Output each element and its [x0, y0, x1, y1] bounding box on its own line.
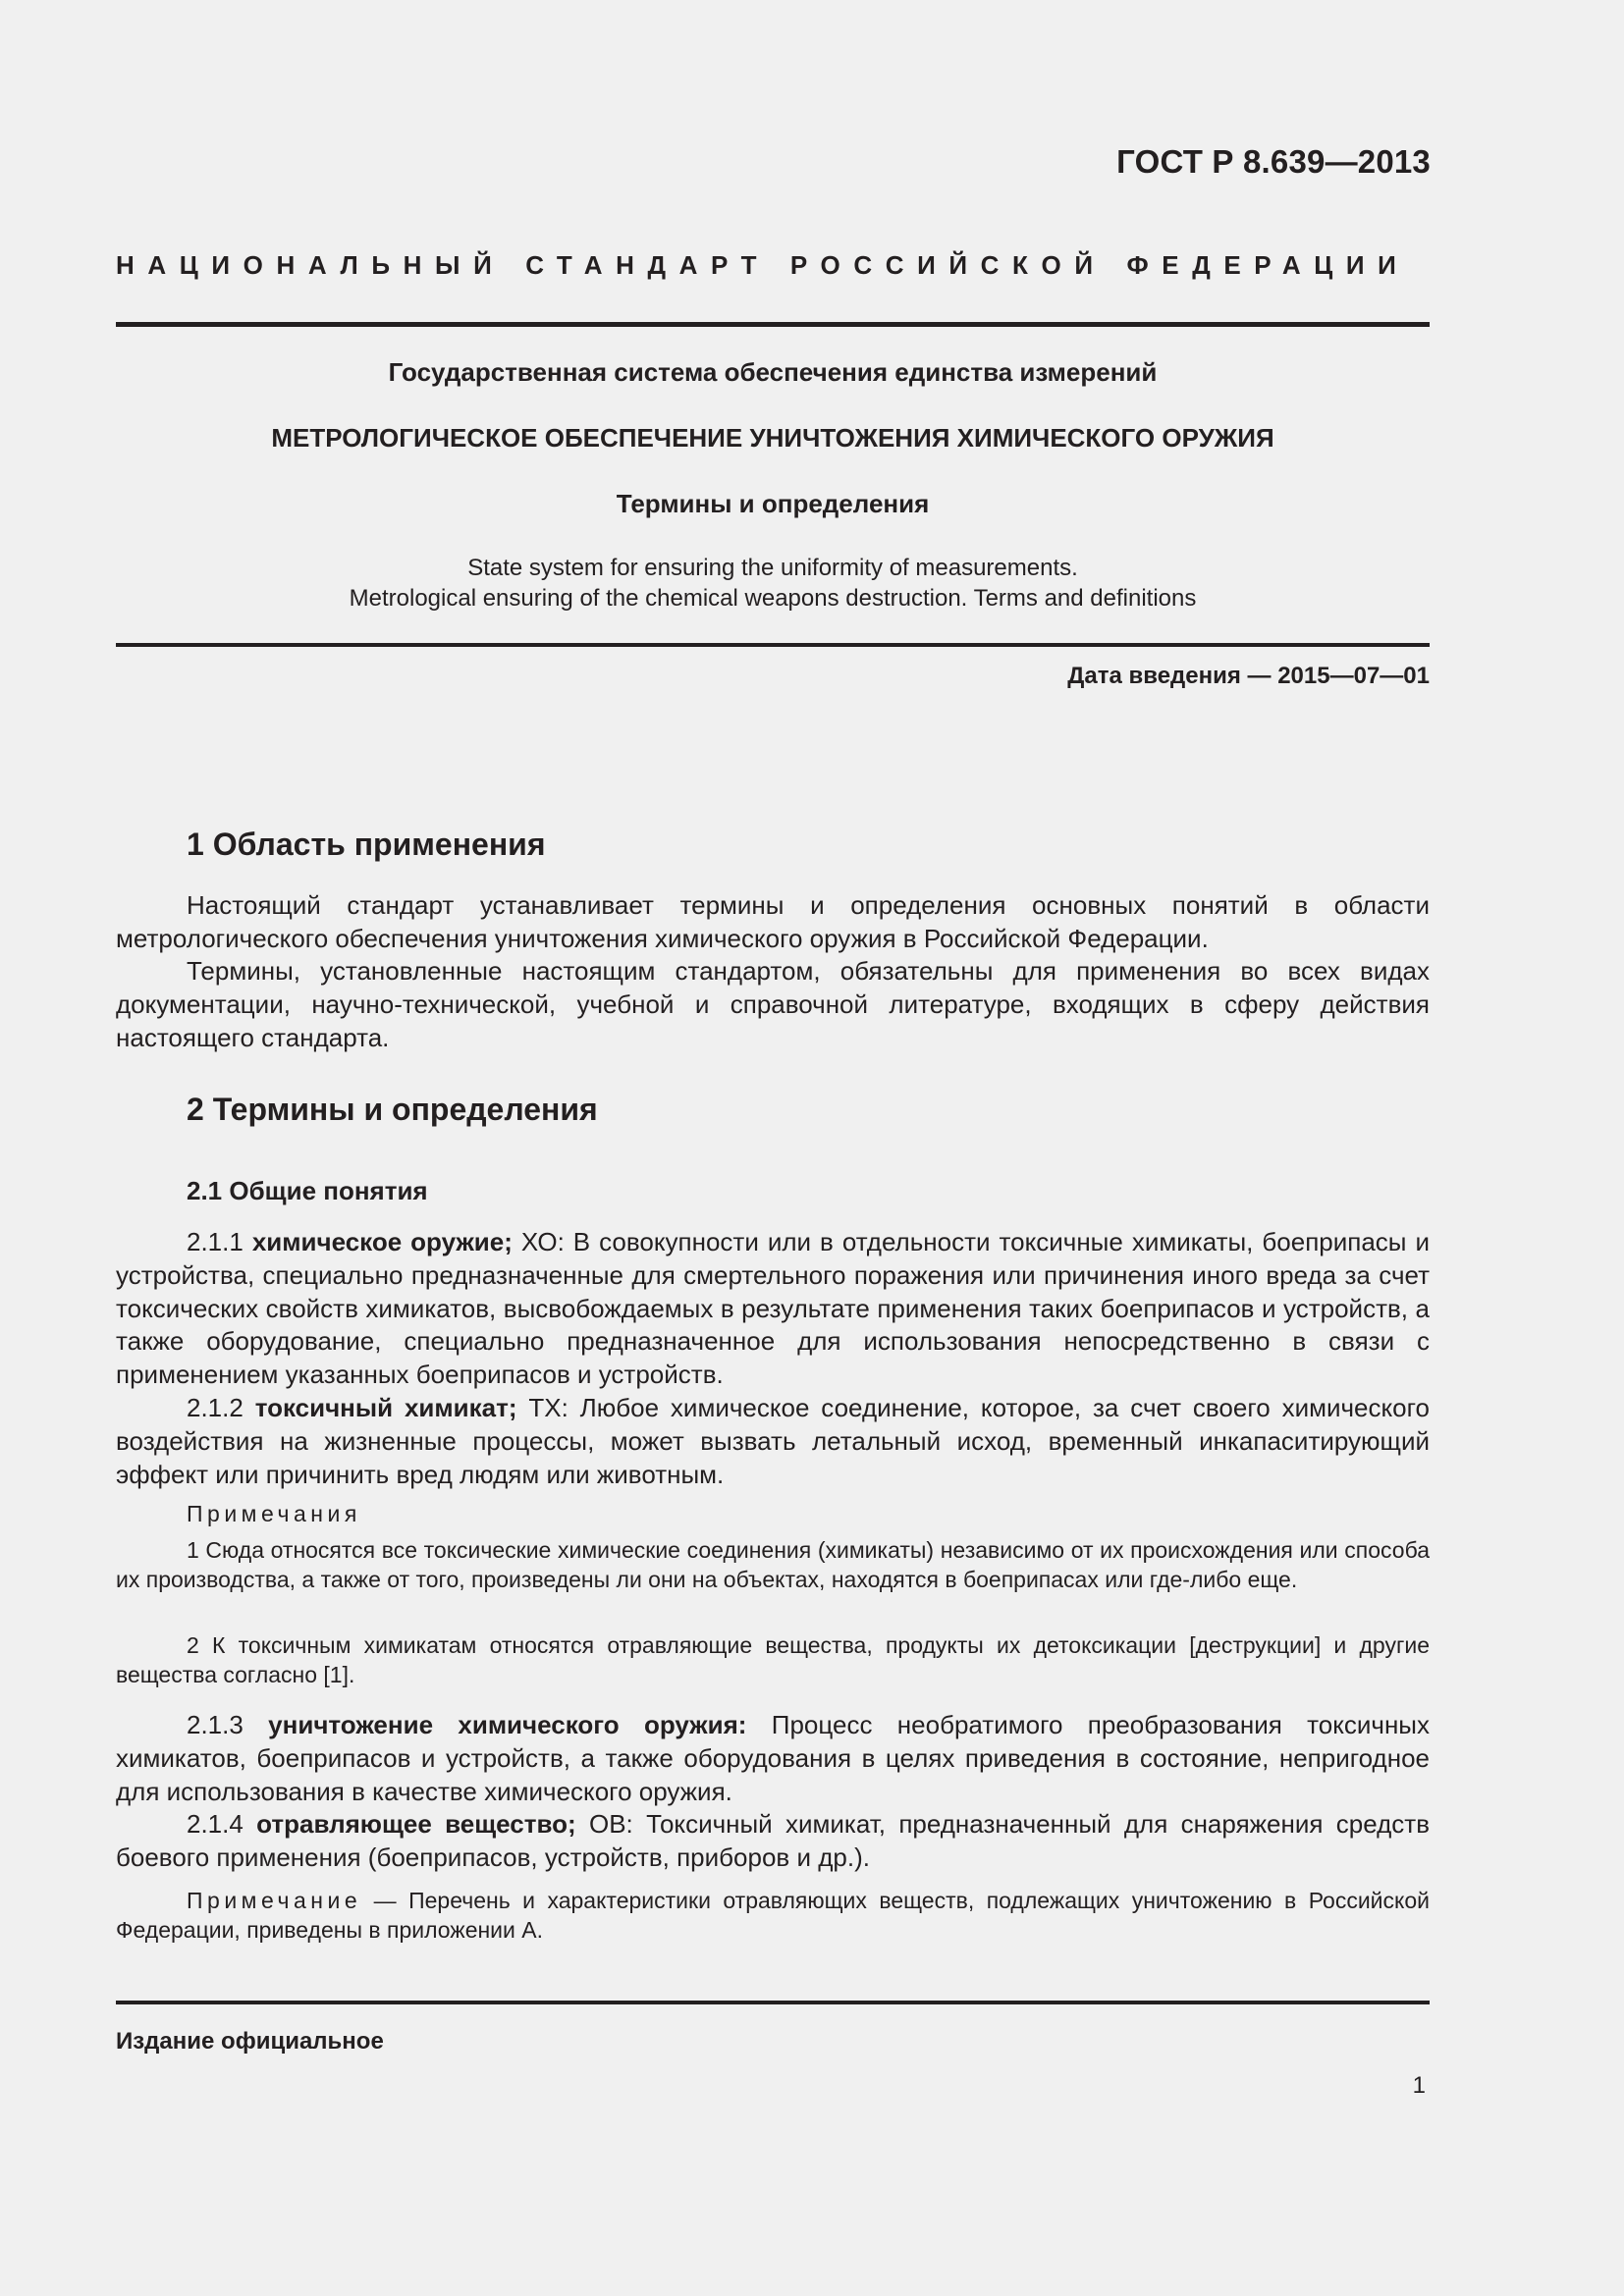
system-title: Государственная система обеспечения единства измерений [388, 357, 1158, 387]
term-2-1-2 [116, 1392, 1430, 1491]
term-name: уничтожение химического оружия: [268, 1710, 747, 1739]
term-number: 2.1.4 [187, 1809, 257, 1839]
page-number: 1 [1412, 2072, 1426, 2099]
term-2-1-3 [116, 1709, 1430, 1808]
note-1: 1 Сюда относятся все токсические химические соединения (химикаты) независимо от их происхождения или способа их производства, а также от того, произведены ли они на объектах, находятся в боеприпасах или где-либо еще. [116, 1537, 1430, 1592]
note-annex-a [116, 1886, 1430, 1945]
section-2-heading: 2 Термины и определения [187, 1092, 598, 1127]
term-number: 2.1.1 [187, 1227, 252, 1256]
document-title: МЕТРОЛОГИЧЕСКОЕ ОБЕСПЕЧЕНИЕ УНИЧТОЖЕНИЯ ХИМИЧЕСКОГО ОРУЖИЯ [271, 423, 1274, 453]
document-number: ГОСТ Р 8.639—2013 [1116, 143, 1431, 180]
note-2: 2 К токсичным химикатам относятся отравляющие вещества, продукты их детоксикации [деструкции] и другие вещества согласно [1]. [116, 1632, 1430, 1687]
notes-heading: Примечания [187, 1501, 361, 1526]
note-label: Примечание [187, 1888, 362, 1913]
section-1-paragraph-1: Настоящий стандарт устанавливает термины и определения основных понятий в области метрологического обеспечения уничтожения химического оружия в Российской Федерации. [116, 890, 1430, 953]
term-name: химическое оружие; [251, 1227, 513, 1256]
term-name: токсичный химикат; [254, 1393, 517, 1422]
official-edition-label: Издание официальное [116, 2028, 384, 2055]
introduction-date: Дата введения — 2015—07—01 [1067, 663, 1430, 689]
subsection-2-1-heading: 2.1 Общие понятия [187, 1176, 428, 1205]
header-divider [116, 322, 1430, 327]
english-title-line-2: Metrological ensuring of the chemical weapons destruction. Terms and definitions [349, 585, 1197, 612]
section-1-paragraph-2: Термины, установленные настоящим стандартом, обязательны для применения во всех видах документации, научно-технической, учебной и справочной литературе, входящих в сферу действия настоящего стандарта. [116, 956, 1430, 1052]
english-title-line-1: State system for ensuring the uniformity of measurements. [467, 555, 1078, 581]
term-number: 2.1.2 [187, 1393, 255, 1422]
footer-divider [116, 2001, 1430, 2004]
term-number: 2.1.3 [187, 1710, 269, 1739]
term-definition: ОВ: Токсичный химикат, предназначенный для снаряжения средств боевого применения (боеприпасов, устройств, приборов и др.). [116, 1809, 1431, 1872]
term-name: отравляющее вещество; [256, 1809, 576, 1839]
english-title [116, 553, 1430, 614]
document-subtitle: Термины и определения [616, 489, 930, 518]
term-2-1-1 [116, 1226, 1430, 1392]
term-2-1-4 [116, 1808, 1430, 1875]
national-standard-banner: НАЦИОНАЛЬНЫЙ СТАНДАРТ РОССИЙСКОЙ ФЕДЕРАЦИИ [116, 250, 1410, 280]
term-definition: ХО: В совокупности или в отдельности токсичные химикаты, боеприпасы и устройства, специально предназначенные для смертельного поражения или причинения иного вреда за счет токсических свойств химикатов, высвобождаемых в результате применения таких боеприпасов и устройств, а также оборудование, специально предназначенное для использования непосредственно в связи с применением указанных боеприпасов и устройств. [116, 1227, 1430, 1390]
term-definition: ТХ: Любое химическое соединение, которое, за счет своего химического воздействия на жизненные процессы, может вызвать летальный исход, временный инкапаситирующий эффект или причинить вред людям или животным. [116, 1393, 1430, 1489]
section-1-heading: 1 Область применения [187, 827, 546, 862]
note-text: — Перечень и характеристики отравляющих веществ, подлежащих уничтожению в Российской Федерации, приведены в приложении А. [116, 1888, 1430, 1943]
term-definition: Процесс необратимого преобразования токсичных химикатов, боеприпасов и устройств, а также оборудования в целях приведения в состояние, непригодное для использования в качестве химического оружия. [116, 1710, 1430, 1806]
title-divider [116, 643, 1430, 647]
